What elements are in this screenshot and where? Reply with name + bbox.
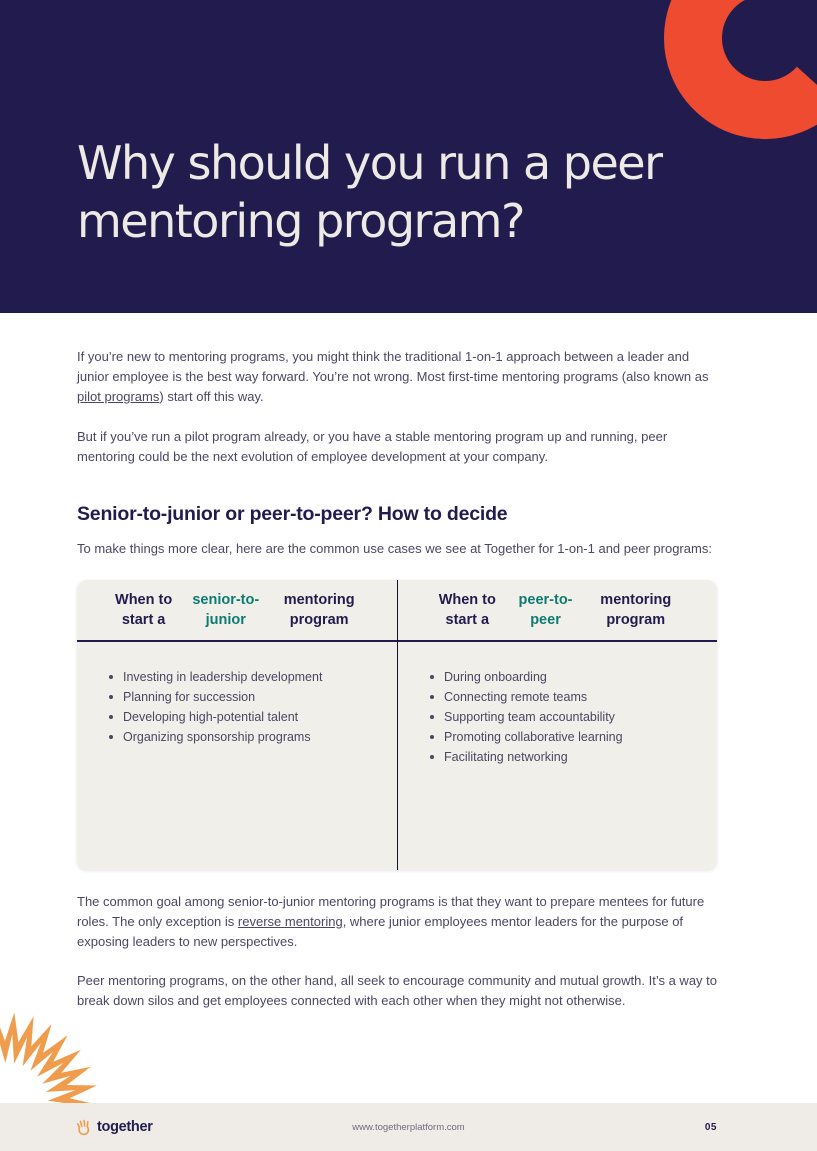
page-content xyxy=(77,313,717,1011)
column-header-peer-to-peer xyxy=(398,580,717,642)
list-item: Connecting remote teams xyxy=(444,687,703,707)
text-link[interactable]: pilot programs xyxy=(77,389,160,404)
list-item: Organizing sponsorship programs xyxy=(123,727,383,747)
text-segment: mentoring program xyxy=(600,592,672,628)
list-item: Promoting collaborative learning xyxy=(444,727,703,747)
list-item: Supporting team accountability xyxy=(444,707,703,727)
page-number: 05 xyxy=(704,1121,717,1133)
section-subtext: To make things more clear, here are the common use cases we see at Together for 1-on-1 and peer programs: xyxy=(77,541,712,556)
hero-banner xyxy=(0,0,817,313)
outro-paragraph-1 xyxy=(77,892,717,952)
comparison-table xyxy=(77,580,717,870)
list-item: Developing high-potential talent xyxy=(123,707,383,727)
list-item: Planning for succession xyxy=(123,687,383,707)
text-segment: ) start off this way. xyxy=(159,389,264,404)
text-segment: If you’re new to mentoring programs, you might think the traditional 1-on-1 approach between a leader and junior employee is the best way forward. You’re not wrong. Most first-time mentoring programs (also known as xyxy=(77,349,709,384)
table-column-senior-to-junior xyxy=(77,580,397,870)
outro-paragraph-2 xyxy=(77,971,717,1011)
text-segment: , where junior employees mentor leaders for the purpose of exposing leaders to new perspectives. xyxy=(77,914,684,949)
accent-text: peer-to-peer xyxy=(518,592,573,628)
footer-url[interactable]: www.togetherplatform.com xyxy=(352,1121,465,1133)
page-title-line2: mentoring program? xyxy=(77,194,524,248)
text-segment: Peer mentoring programs, on the other hand, all seek to encourage community and mutual growth. It’s a way to break down silos and get employees connected with each other when they might not otherwise. xyxy=(77,973,717,1008)
table-column-peer-to-peer xyxy=(397,580,717,870)
list-item: Facilitating networking xyxy=(444,747,703,767)
text-segment: When to start a xyxy=(115,592,173,628)
text-segment: When to start a xyxy=(438,592,496,628)
starburst-decoration xyxy=(0,1006,108,1103)
column-header-senior-to-junior xyxy=(77,580,397,642)
list-item: During onboarding xyxy=(444,667,703,687)
section-heading: Senior-to-junior or peer-to-peer? How to decide xyxy=(77,503,508,525)
text-segment: But if you’ve run a pilot program already, or you have a stable mentoring program up and running, peer mentoring could be the next evolution of employee development at your company. xyxy=(77,429,668,464)
text-link[interactable]: reverse mentoring xyxy=(237,914,343,929)
page-footer xyxy=(0,1103,817,1151)
page-title xyxy=(77,134,662,250)
list-item: Investing in leadership development xyxy=(123,667,383,687)
text-segment: The common goal among senior-to-junior mentoring programs is that they want to prepare mentees for future roles. The only exception is xyxy=(77,894,705,929)
column-list-senior-to-junior xyxy=(77,642,397,747)
page-title-line1: Why should you run a peer xyxy=(77,136,662,190)
intro-paragraph-2 xyxy=(77,427,717,467)
column-list-peer-to-peer xyxy=(398,642,717,767)
intro-paragraph-1 xyxy=(77,347,717,407)
accent-text: senior-to-junior xyxy=(192,592,260,628)
logo-wordmark: together xyxy=(97,1119,153,1135)
ring-decoration xyxy=(640,0,817,150)
text-segment: mentoring program xyxy=(283,592,355,628)
